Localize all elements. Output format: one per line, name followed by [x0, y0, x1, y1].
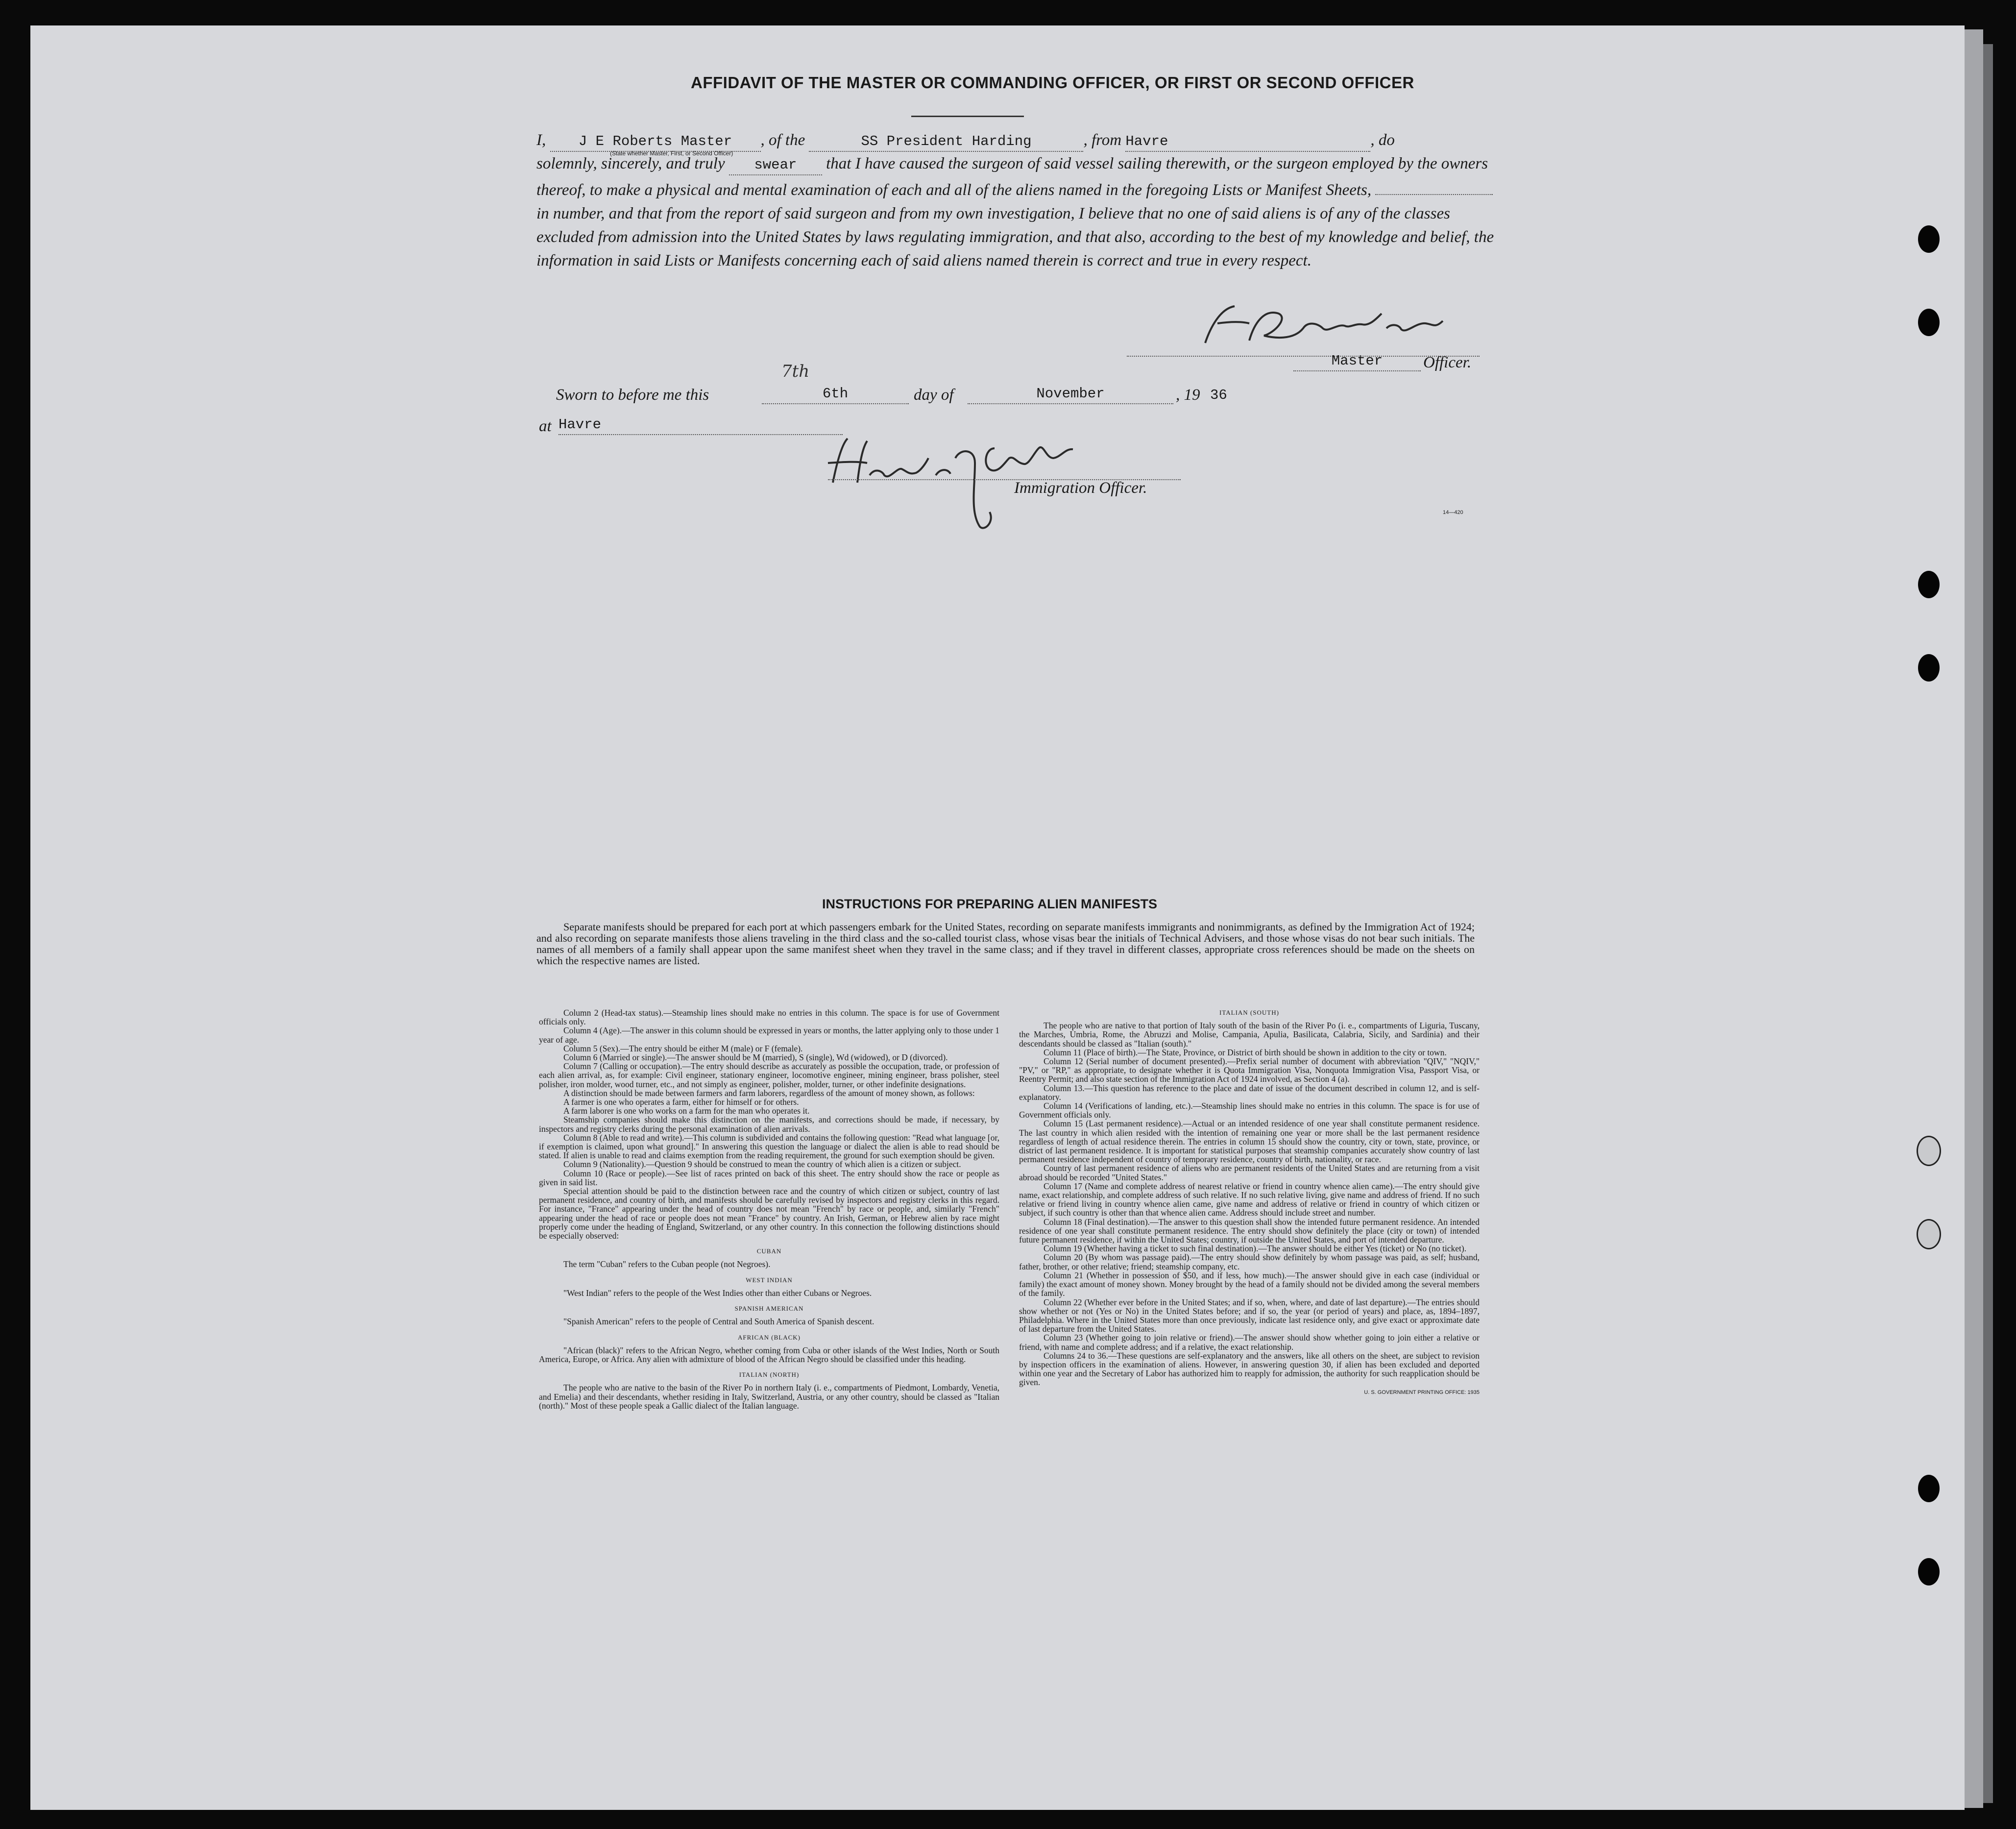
- binder-hole-icon: [1918, 225, 1940, 253]
- printer-note: U. S. GOVERNMENT PRINTING OFFICE: 1935: [1364, 1389, 1480, 1395]
- do-label: , do: [1370, 131, 1395, 149]
- instruction-paragraph: Country of last permanent residence of aliens who are permanent residents of the United States and are returning from a visit abroad should be recorded "United States.": [1019, 1163, 1480, 1182]
- binder-hole-icon: [1918, 1475, 1940, 1502]
- rank-field: Master: [1293, 352, 1421, 371]
- binder-hole-icon: [1917, 1219, 1941, 1249]
- section-heading: ITALIAN (NORTH): [739, 1371, 800, 1379]
- of-the-label: , of the: [760, 131, 805, 149]
- section-heading: ITALIAN (SOUTH): [1219, 1009, 1279, 1016]
- instruction-paragraph: Column 21 (Whether in possession of $50, and if less, how much).—The answer should give in each case (individual or family) the exact amount of money shown. Money brought by the head of a family should not be divided among the several members of the family.: [1019, 1270, 1480, 1298]
- immigration-officer-label: Immigration Officer.: [1014, 479, 1147, 497]
- master-name-field: J E Roberts Master: [550, 132, 761, 152]
- year-prefix: , 19: [1176, 386, 1200, 404]
- affidavit-title: AFFIDAVIT OF THE MASTER OR COMMANDING OFFICER, OR FIRST OR SECOND OFFICER: [691, 73, 1414, 92]
- instruction-paragraph: Column 17 (Name and complete address of nearest relative or friend in country whence alien came).—The entry should give name, exact relationship, and complete address of such relative. If no such relative living, give name and address of friend. If no such relative or friend living in country whence alien came, give name and address of relative or friend in country of which citizen or subject, if such country is other than that whence alien came. Address should include street and number.: [1019, 1181, 1480, 1218]
- binder-hole-icon: [1917, 1136, 1941, 1166]
- binder-hole-icon: [1918, 654, 1940, 682]
- instruction-paragraph: Column 9 (Nationality).—Question 9 should be construed to mean the country of which alien is a citizen or subject.: [563, 1159, 961, 1170]
- instruction-paragraph: Column 4 (Age).—The answer in this column should be expressed in years or months, the latter applying only to those under 1 year of age.: [539, 1025, 999, 1045]
- vessel-name-field: SS President Harding: [809, 132, 1083, 152]
- instruction-paragraph: Steamship companies should make this distinction on the manifests, and corrections should be made, if necessary, by inspectors and registry clerks during the personal examination of alien arrivals.: [539, 1115, 999, 1134]
- month-field-wrap: [968, 385, 1173, 404]
- instruction-paragraph: Column 7 (Calling or occupation).—The entry should describe as accurately as possible the occupation, trade, or profession of each alien arrival, as, for example: Civil engineer, stationary engineer, locomotive engineer, mining engineer, brass polisher, steel polisher, iron molder, wood turner, etc., and not simply as engineer, polisher, molder, turner, or other indefinite designations.: [539, 1061, 999, 1089]
- officer-label: Officer.: [1423, 354, 1472, 371]
- instruction-paragraph: Column 6 (Married or single).—The answer should be M (married), S (single), Wd (widowed), or D (divorced).: [563, 1052, 948, 1063]
- affidavit-text-1: solemnly, sincerely, and truly: [536, 155, 725, 172]
- year-field: 36: [1210, 387, 1227, 403]
- instruction-paragraph: Column 5 (Sex).—The entry should be either M (male) or F (female).: [563, 1043, 803, 1053]
- section-heading: CUBAN: [756, 1247, 782, 1255]
- i-label: I,: [536, 131, 546, 149]
- rank-field-wrap: [1293, 352, 1421, 371]
- document-sheet: [30, 25, 1965, 1810]
- immigration-signature-line: [828, 462, 1181, 480]
- at-place-field: Havre: [559, 415, 843, 435]
- section-heading: SPANISH AMERICAN: [734, 1305, 804, 1313]
- instruction-paragraph: The term "Cuban" refers to the Cuban people (not Negroes).: [563, 1259, 771, 1269]
- instructions-right-column: [1019, 1008, 1480, 1397]
- instruction-paragraph: The people who are native to the basin of the River Po in northern Italy (i. e., compartments of Piedmont, Lombardy, Venetia, and Emelia) and their descendants, whether residing in Italy, Switzerland, Austria, or any other country, should be classed as "Italian (north)." Most of these people speak a Gallic dialect of the Italian language.: [539, 1383, 999, 1411]
- binder-hole-icon: [1918, 571, 1940, 598]
- instruction-paragraph: A farmer is one who operates a farm, either for himself or for others.: [563, 1097, 799, 1107]
- instruction-paragraph: Column 14 (Verifications of landing, etc.).—Steamship lines should make no entries in this column. The space is for use of Government officials only.: [1019, 1101, 1480, 1120]
- instructions-title: INSTRUCTIONS FOR PREPARING ALIEN MANIFESTS: [822, 897, 1158, 911]
- form-number: 14—420: [1443, 510, 1463, 515]
- instruction-paragraph: Column 23 (Whether going to join relative or friend).—The answer should show whether going to join either a relative or friend, with name and complete address; and if a relative, the exact relationship.: [1019, 1333, 1480, 1352]
- affidavit-text-2: that I have caused the surgeon of said vessel sailing therewith, or the surgeon employed by the owners thereof, to make a physical and mental examination of each and all of the aliens named in the foregoing Lists or Manifest Sheets,: [536, 155, 1488, 199]
- instruction-paragraph: Column 2 (Head-tax status).—Steamship lines should make no entries in this column. The space is for use of Government officials only.: [539, 1008, 999, 1027]
- name-field-subtitle: (State whether Master, First, or Second Officer): [610, 150, 733, 157]
- page-edge: [1965, 29, 1983, 1808]
- instruction-paragraph: Column 15 (Last permanent residence).—Actual or an intended residence of one year shall constitute permanent residence. The last country in which alien resided with the intention of remaining one year or more shall be the last permanent residence regardless of length of actual residence therein. The entries in column 15 should show the country, city or town, state, province, or district of last permanent residence. It is important for statistical purposes that steamship companies accurately show country of last permanent residence independent of country of temporary residence, country of birth, nationality, or race.: [1019, 1119, 1480, 1165]
- instructions-intro: Separate manifests should be prepared for each port at which passengers embark for the United States, recording on separate manifests immigrants and nonimmigrants, as defined by the Immigration Act of 1924; and also recording on separate manifests those aliens traveling in the third class and the so-called tourist class, whose visas bear the initials of Technical Advisers, and those whose visas do not bear such initials. The names of all members of a family shall appear upon the same manifest sheet when they travel in the same class; and if they travel in different classes, appropriate cross references should be made on the sheets on which the respective names are listed.: [536, 921, 1475, 967]
- day-field-wrap: [762, 385, 909, 404]
- sworn-label: Sworn to before me this: [556, 386, 709, 404]
- section-heading: AFRICAN (BLACK): [737, 1333, 801, 1341]
- binder-hole-icon: [1918, 309, 1940, 336]
- instruction-paragraph: Column 10 (Race or people).—See list of races printed on back of this sheet. The entry should show the race or people as given in said list.: [539, 1168, 999, 1187]
- from-label: , from: [1083, 131, 1122, 149]
- section-heading: WEST INDIAN: [746, 1276, 793, 1284]
- instruction-paragraph: Special attention should be paid to the distinction between race and the country of which citizen or subject, country of last permanent residence, and country of birth, and manifests should be carefully revised by inspectors and registry clerks in this regard. For instance, "France" appearing under the head of country does not mean "French" by race or people, and, similarly "French" appearing under the head of race or people does not mean "France" by country. An Irish, German, or Hebrew alien by race might properly come under the heading of England, Switzerland, or any other country. In this connection the following distinctions should be especially observed:: [539, 1186, 999, 1241]
- day-correction: 7th: [781, 362, 810, 381]
- instruction-paragraph: Column 18 (Final destination).—The answer to this question shall show the intended future permanent residence. An intended residence of one year shall constitute permanent residence. The entry should show definitely the place (city or town) of intended future permanent residence, if within the United States; country, if outside the United States, and port of intended departure.: [1019, 1217, 1480, 1245]
- binder-hole-icon: [1918, 1558, 1940, 1585]
- list-count-field: [1375, 175, 1493, 195]
- swear-field: swear: [729, 156, 822, 175]
- instruction-paragraph: "African (black)" refers to the African Negro, whether coming from Cuba or other islands of the West Indies, North or South America, Europe, or Africa. Any alien with admixture of blood of the African Negro should be classified under this heading.: [539, 1345, 999, 1364]
- instruction-paragraph: Column 13.—This question has reference to the place and date of issue of the document described in column 12, and is self-explanatory.: [1019, 1083, 1480, 1102]
- instruction-paragraph: Column 12 (Serial number of document presented).—Prefix serial number of document with abbreviation "QIV," "NQIV," "PV," or "RP," as appropriate, to designate whether it is Quota Immigration Visa, Nonquota Immigration Visa, Passport Visa, or Reentry Permit; and also state section of the Immigration Act of 1924 involved, as Section 4 (a).: [1019, 1056, 1480, 1084]
- instruction-paragraph: "West Indian" refers to the people of the West Indies other than either Cubans or Negroes.: [563, 1288, 872, 1298]
- instruction-paragraph: Column 11 (Place of birth).—The State, Province, or District of birth should be shown in addition to the city or town.: [1044, 1047, 1447, 1057]
- affidavit-text-3: in number, and that from the report of said surgeon and from my own investigation, I believe that no one of said aliens is of any of the classes excluded from admission into the United States by laws regulating immigration, and that also, according to the best of my knowledge and belief, the information in said Lists or Manifests concerning each of said aliens named therein is correct and true in every respect.: [536, 205, 1494, 269]
- instruction-paragraph: The people who are native to that portion of Italy south of the basin of the River Po (i. e., compartments of Liguria, Tuscany, the Marches, Umbria, Rome, the Abruzzi and Molise, Campania, Apulia, Basilicata, Calabria, Sicily, and Sardinia) and their descendants should be classed as "Italian (south).": [1019, 1021, 1480, 1049]
- instructions-left-column: [539, 1008, 999, 1410]
- instruction-paragraph: A distinction should be made between farmers and farm laborers, regardless of the amount of money shown, as follows:: [563, 1088, 975, 1098]
- departure-port-field: Havre: [1125, 132, 1370, 152]
- instruction-paragraph: Columns 24 to 36.—These questions are self-explanatory and the answers, like all others on the sheet, are subject to revision by inspection officers in the examination of aliens. However, in answering question 30, if alien has been excluded and deported within one year and the Secretary of Labor has authorized him to reapply for admission, the authority for such reapplication should be given.: [1019, 1350, 1480, 1388]
- title-rule: [911, 116, 1024, 117]
- instruction-paragraph: Column 8 (Able to read and write).—This column is subdivided and contains the following question: "Read what language [or, if exemption is claimed, upon what ground]." In answering this question the language or dialect the alien is able to read should be stated. If alien is unable to read and claims exemption from the reading requirement, the ground for such exemption should be given.: [539, 1132, 1000, 1161]
- instruction-paragraph: Column 20 (By whom was passage paid).—The entry should show definitely by whom passage was paid, as self; husband, father, brother, or other relative; friend; steamship company, etc.: [1019, 1252, 1480, 1271]
- instruction-paragraph: Column 22 (Whether ever before in the United States; and if so, when, where, and date of last departure).—The entries should show whether or not (Yes or No) in the United States before; and if so, the year (or period of years) and place, as, 1894–1897, Philadelphia. Where in the United States more than once previously, indicate last residence only, and give exact or approximate date of last departure from the United States.: [1019, 1297, 1480, 1334]
- instruction-paragraph: A farm laborer is one who works on a farm for the man who operates it.: [563, 1106, 810, 1116]
- at-field-wrap: [559, 415, 843, 435]
- instruction-paragraph: "Spanish American" refers to the people of Central and South America of Spanish descent.: [563, 1317, 874, 1327]
- day-field: 6th: [762, 385, 909, 404]
- at-label: at: [539, 417, 552, 435]
- day-of-label: day of: [914, 386, 954, 404]
- page-edge-shadow: [1983, 44, 1993, 1803]
- instruction-paragraph: Column 19 (Whether having a ticket to such final destination).—The answer should be either Yes (ticket) or No (no ticket).: [1044, 1244, 1467, 1254]
- month-field: November: [968, 385, 1173, 404]
